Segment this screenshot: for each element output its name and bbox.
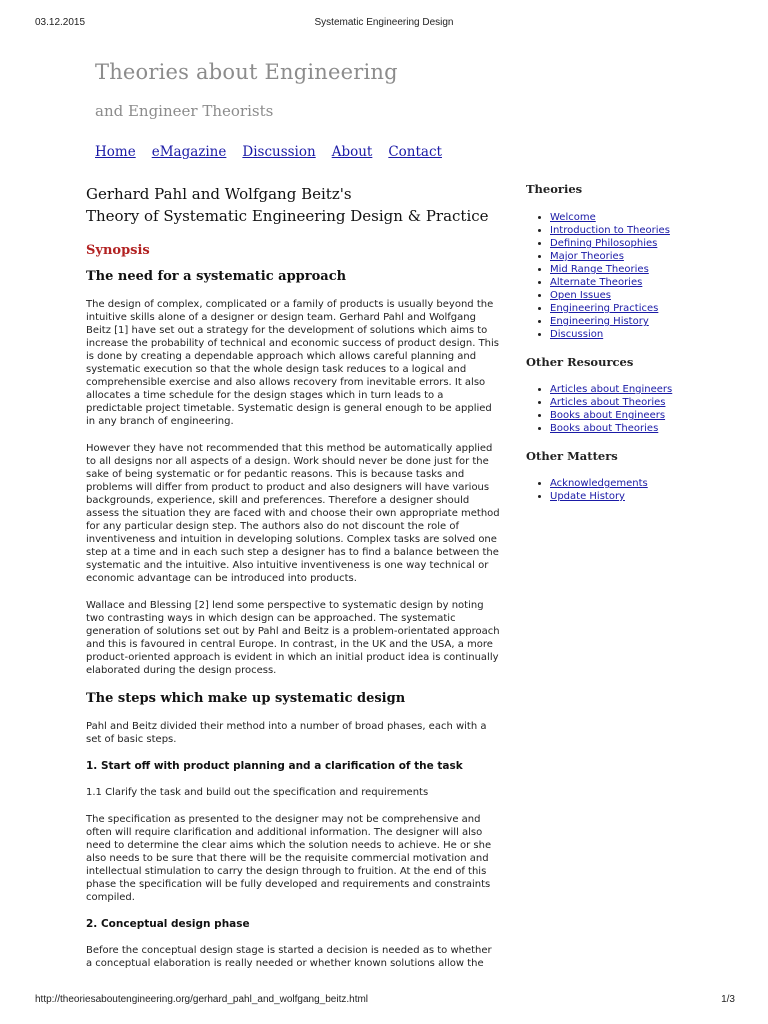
list-item [538,328,746,341]
paragraph-3: Wallace and Blessing [2] lend some perspective to systematic design by noting two contrasting ways in which design can be approached. The systematic generation of solutions set out by Pahl and Beitz is a problem-orientated approach and this is favoured in central Europe. In contrast, in the UK and the USA, a more product-oriented approach is evident in which an initial product idea is continually elaborated during the design process. [86,600,500,676]
nav-emagazine-link[interactable]: eMagazine [151,144,227,160]
paragraph-6: Before the conceptual design stage is started a decision is needed as to whether a conceptual elaboration is really needed or whether known solutions allow the [86,945,492,969]
step1-subheading: 1.1 Clarify the task and build out the specification and requirements [86,787,429,798]
sidebar-link-engineering-history[interactable]: Engineering History [550,316,649,327]
section-heading-steps: The steps which make up systematic design [86,691,406,706]
article-title-line1: Gerhard Pahl and Wolfgang Beitz's [86,185,352,203]
print-page-number: 1/3 [721,994,735,1005]
list-item [538,409,746,422]
step1-heading: 1. Start off with product planning and a clarification of the task [86,760,463,772]
nav-contact-link[interactable]: Contact [388,144,442,160]
sidebar-link-discussion[interactable]: Discussion [550,329,604,340]
sidebar-matters-heading: Other Matters [526,449,618,463]
sidebar-link-acknowledgements[interactable]: Acknowledgements [550,478,648,489]
sidebar-link-defining-philosophies[interactable]: Defining Philosophies [550,238,658,249]
list-item [538,477,746,490]
article-content [86,183,500,970]
list-item [538,302,746,315]
site-subtitle: and Engineer Theorists [95,102,274,120]
list-item [538,263,746,276]
paragraph-2: However they have not recommended that this method be automatically applied to all designs nor all aspects of a design. Work should never be done just for the sake of being systematic or for pedantic reasons. This is because tasks and problems will differ from product to product and also designers will have various backgrounds, experience, skill and preferences. Therefore a designer should assess the situation they are faced with and choose their own appropriate method for any particular design step. The authors also do not discount the role of inventiveness and intuition in developing solutions. Complex tasks are solved one step at a time and in each such step a designer has to find a balance between the systematic and the intuitive. Also intuitive inventiveness is one way technical or economic advantage can be introduced into products. [86,443,500,584]
sidebar-link-mid-range-theories[interactable]: Mid Range Theories [550,264,649,275]
list-item [538,250,746,263]
sidebar-link-articles-about-theories[interactable]: Articles about Theories [550,397,666,408]
list-item [538,237,746,250]
sidebar-link-books-about-engineers[interactable]: Books about Engineers [550,410,666,421]
sidebar-link-welcome[interactable]: Welcome [550,212,596,223]
list-item [538,224,746,237]
list-item [538,211,746,224]
list-item [538,396,746,409]
article-title [86,183,500,227]
sidebar-link-books-about-theories[interactable]: Books about Theories [550,423,659,434]
paragraph-1: The design of complex, complicated or a family of products is usually beyond the intuitive skills alone of a designer or design team. Gerhard Pahl and Wolfgang Beitz [1] have set out a strategy for the development of solutions which aims to increase the probability of technical and economic success of product design. This is done by creating a dependable approach which allows careful planning and systematic execution so that the whole design task reduces to a logical and comprehensible exercise and also allows recovery from inevitable errors. It also allocates a time schedule for the design stages which in turn leads to a predictable project timetable. Systematic design is general enough to be applied in any branch of engineering. [86,299,500,427]
sidebar-link-major-theories[interactable]: Major Theories [550,251,624,262]
list-item [538,383,746,396]
sidebar-link-alternate-theories[interactable]: Alternate Theories [550,277,643,288]
paragraph-4: Pahl and Beitz divided their method into a number of broad phases, each with a set of basic steps. [86,721,487,745]
nav-home-link[interactable]: Home [95,144,136,160]
step2-heading: 2. Conceptual design phase [86,918,250,930]
sidebar-link-open-issues[interactable]: Open Issues [550,290,611,301]
sidebar-link-introduction-to-theories[interactable]: Introduction to Theories [550,225,670,236]
nav-discussion-link[interactable]: Discussion [242,144,316,160]
print-footer [0,994,768,1008]
site-title: Theories about Engineering [95,60,398,84]
synopsis-heading: Synopsis [86,243,150,258]
print-header [0,17,768,31]
list-item [538,276,746,289]
sidebar-resources-heading: Other Resources [526,355,634,369]
sidebar-link-update-history[interactable]: Update History [550,491,625,502]
sidebar-resources-list [526,383,746,435]
list-item [538,422,746,435]
section-heading-need: The need for a systematic approach [86,269,347,284]
sidebar [526,182,746,503]
list-item [538,315,746,328]
sidebar-link-engineering-practices[interactable]: Engineering Practices [550,303,659,314]
print-url: http://theoriesaboutengineering.org/gerhard_pahl_and_wolfgang_beitz.html [35,994,369,1005]
article-title-line2: Theory of Systematic Engineering Design & Practice [86,207,489,225]
nav-about-link[interactable]: About [331,144,373,160]
paragraph-5: The specification as presented to the designer may not be comprehensive and often will require clarification and additional information. The designer will also need to determine the clear aims which the solution needs to achieve. He or she also needs to be sure that there will be the requisite commercial motivation and intellectual stimulation to carry the design through to fruition. At the end of this phase the specification will be fully developed and requirements and constraints compiled. [86,814,492,903]
sidebar-theories-heading: Theories [526,182,583,196]
sidebar-link-articles-about-engineers[interactable]: Articles about Engineers [550,384,673,395]
print-page-title: Systematic Engineering Design [314,17,454,28]
sidebar-theories-list [526,211,746,341]
list-item [538,490,746,503]
top-nav [95,144,458,160]
print-date: 03.12.2015 [35,17,86,28]
sidebar-matters-list [526,477,746,503]
list-item [538,289,746,302]
